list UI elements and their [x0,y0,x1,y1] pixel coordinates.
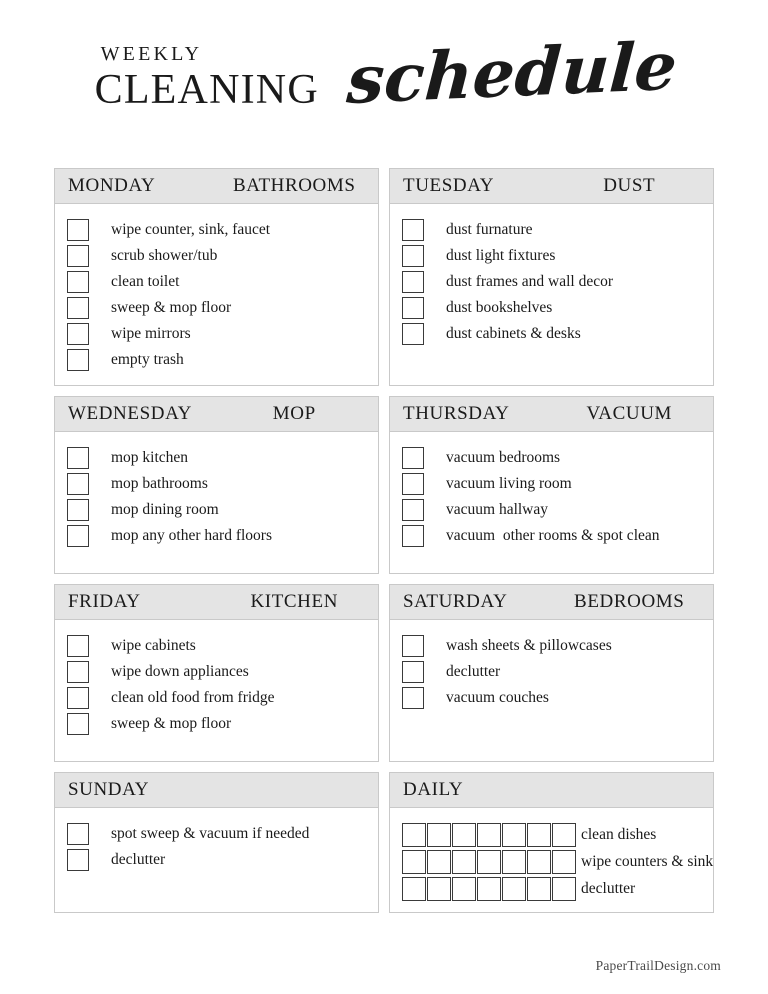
task-label: vacuum bedrooms [446,449,561,467]
checkbox[interactable] [502,877,526,901]
task-label: mop kitchen [111,449,189,467]
task-label: clean toilet [111,273,180,291]
task-row [67,347,366,373]
card-task-list [390,620,713,761]
card-day-label: DAILY [403,779,464,800]
checkbox[interactable] [67,323,89,345]
checkbox[interactable] [402,499,424,521]
task-row [67,847,366,873]
card-category-label: VACUUM [586,403,673,424]
checkbox[interactable] [67,635,89,657]
checkbox[interactable] [452,823,476,847]
card-task-list [55,808,378,912]
card-day-label: SATURDAY [403,591,508,612]
task-row [67,269,366,295]
checkbox[interactable] [67,447,89,469]
checkbox[interactable] [67,349,89,371]
task-label: mop dining room [111,501,219,519]
task-label: wipe counters & sink [581,852,714,870]
schedule-grid [54,168,714,913]
card-header [55,169,378,204]
checkbox[interactable] [527,877,551,901]
task-label: scrub shower/tub [111,247,218,265]
task-label: vacuum other rooms & spot clean [446,527,660,545]
task-label: dust light fixtures [446,247,556,265]
checkbox[interactable] [402,297,424,319]
task-label: sweep & mop floor [111,299,232,317]
card-day-label: MONDAY [68,175,156,196]
task-label: empty trash [111,351,184,369]
checkbox[interactable] [402,219,424,241]
card-header [390,585,713,620]
task-row [67,321,366,347]
card-category-label: BATHROOMS [232,175,356,196]
checkbox[interactable] [477,877,501,901]
task-label: wipe down appliances [111,663,249,681]
checkbox[interactable] [67,297,89,319]
task-label: declutter [111,851,166,869]
card-header [390,397,713,432]
checkbox[interactable] [402,635,424,657]
task-label: wipe counter, sink, faucet [111,221,271,239]
task-row [402,685,701,711]
task-label: mop any other hard floors [111,527,272,545]
daily-checkbox-group [402,877,577,901]
checkbox[interactable] [402,877,426,901]
task-row [67,295,366,321]
card-task-list [55,204,378,385]
task-label: spot sweep & vacuum if needed [111,825,310,843]
task-row [67,821,366,847]
task-row [67,243,366,269]
daily-checkbox-group [402,823,577,847]
task-label: clean dishes [581,825,657,843]
checkbox[interactable] [527,850,551,874]
daily-checkbox-group [402,850,577,874]
card-header [390,773,713,808]
task-row [402,523,701,549]
card-category-label: DUST [603,175,656,196]
card-task-list [390,808,713,912]
task-row [402,659,701,685]
task-label: wipe cabinets [111,637,196,655]
card-header [55,585,378,620]
card-header [390,169,713,204]
checkbox[interactable] [402,323,424,345]
checkbox[interactable] [502,850,526,874]
card-sunday [54,772,379,913]
checkbox[interactable] [402,447,424,469]
card-task-list [390,432,713,573]
title-cleaning: CLEANING [94,67,319,113]
daily-task-row [402,848,714,875]
task-row [402,633,701,659]
task-row [402,445,701,471]
task-row [67,523,366,549]
checkbox[interactable] [67,661,89,683]
checkbox[interactable] [67,849,89,871]
checkbox[interactable] [67,219,89,241]
task-row [67,711,366,737]
checkbox[interactable] [67,473,89,495]
task-row [402,243,701,269]
card-header [55,773,378,808]
task-row [67,685,366,711]
checkbox[interactable] [67,687,89,709]
checkbox[interactable] [402,823,426,847]
task-row [67,497,366,523]
task-label: clean old food from fridge [111,689,275,707]
task-label: dust frames and wall decor [446,273,613,291]
checkbox[interactable] [402,245,424,267]
card-task-list [55,620,378,761]
card-tuesday [389,168,714,386]
checkbox[interactable] [402,271,424,293]
card-saturday [389,584,714,762]
task-label: wipe mirrors [111,325,191,343]
task-row [67,471,366,497]
checkbox[interactable] [452,877,476,901]
card-task-list [390,204,713,385]
checkbox[interactable] [527,823,551,847]
checkbox[interactable] [552,850,576,874]
checkbox[interactable] [67,525,89,547]
task-row [67,445,366,471]
card-header [55,397,378,432]
card-thursday [389,396,714,574]
checkbox[interactable] [427,823,451,847]
checkbox[interactable] [402,661,424,683]
checkbox[interactable] [402,473,424,495]
task-row [402,497,701,523]
card-day-label: SUNDAY [68,779,150,800]
card-category-label: KITCHEN [250,591,339,612]
task-row [67,659,366,685]
task-label: mop bathrooms [111,475,208,493]
task-label: vacuum couches [446,689,549,707]
card-daily [389,772,714,913]
checkbox[interactable] [402,850,426,874]
daily-task-row [402,821,701,848]
card-task-list [55,432,378,573]
task-label: declutter [581,879,636,897]
task-row [402,321,701,347]
task-label: vacuum living room [446,475,572,493]
task-label: vacuum hallway [446,501,549,519]
title-weekly: WEEKLY [100,43,203,65]
card-monday [54,168,379,386]
task-label: declutter [446,663,501,681]
task-label: dust bookshelves [446,299,553,317]
daily-task-row [402,875,701,902]
card-wednesday [54,396,379,574]
card-day-label: THURSDAY [403,403,510,424]
title-serif-group [95,44,319,115]
card-day-label: TUESDAY [403,175,495,196]
checkbox[interactable] [67,271,89,293]
task-row [402,471,701,497]
task-label: wash sheets & pillowcases [446,637,612,655]
checkbox[interactable] [477,850,501,874]
checkbox[interactable] [402,687,424,709]
checkbox[interactable] [67,245,89,267]
checkbox[interactable] [67,713,89,735]
card-day-label: FRIDAY [68,591,141,612]
footer-credit: PaperTrailDesign.com [595,958,721,973]
title-schedule-script: schedule [344,26,680,119]
card-category-label: BEDROOMS [574,591,685,612]
card-category-label: MOP [272,403,316,424]
checkbox[interactable] [477,823,501,847]
task-row [67,217,366,243]
checkbox[interactable] [427,850,451,874]
card-friday [54,584,379,762]
task-row [402,217,701,243]
checkbox[interactable] [552,877,576,901]
page-title [0,0,768,119]
checkbox[interactable] [502,823,526,847]
checkbox[interactable] [67,499,89,521]
checkbox[interactable] [67,823,89,845]
card-day-label: WEDNESDAY [68,403,192,424]
checkbox[interactable] [552,823,576,847]
checkbox[interactable] [402,525,424,547]
task-row [67,633,366,659]
task-label: dust furnature [446,221,533,239]
task-label: sweep & mop floor [111,715,232,733]
checkbox[interactable] [427,877,451,901]
task-row [402,295,701,321]
task-label: dust cabinets & desks [446,325,581,343]
task-row [402,269,701,295]
checkbox[interactable] [452,850,476,874]
